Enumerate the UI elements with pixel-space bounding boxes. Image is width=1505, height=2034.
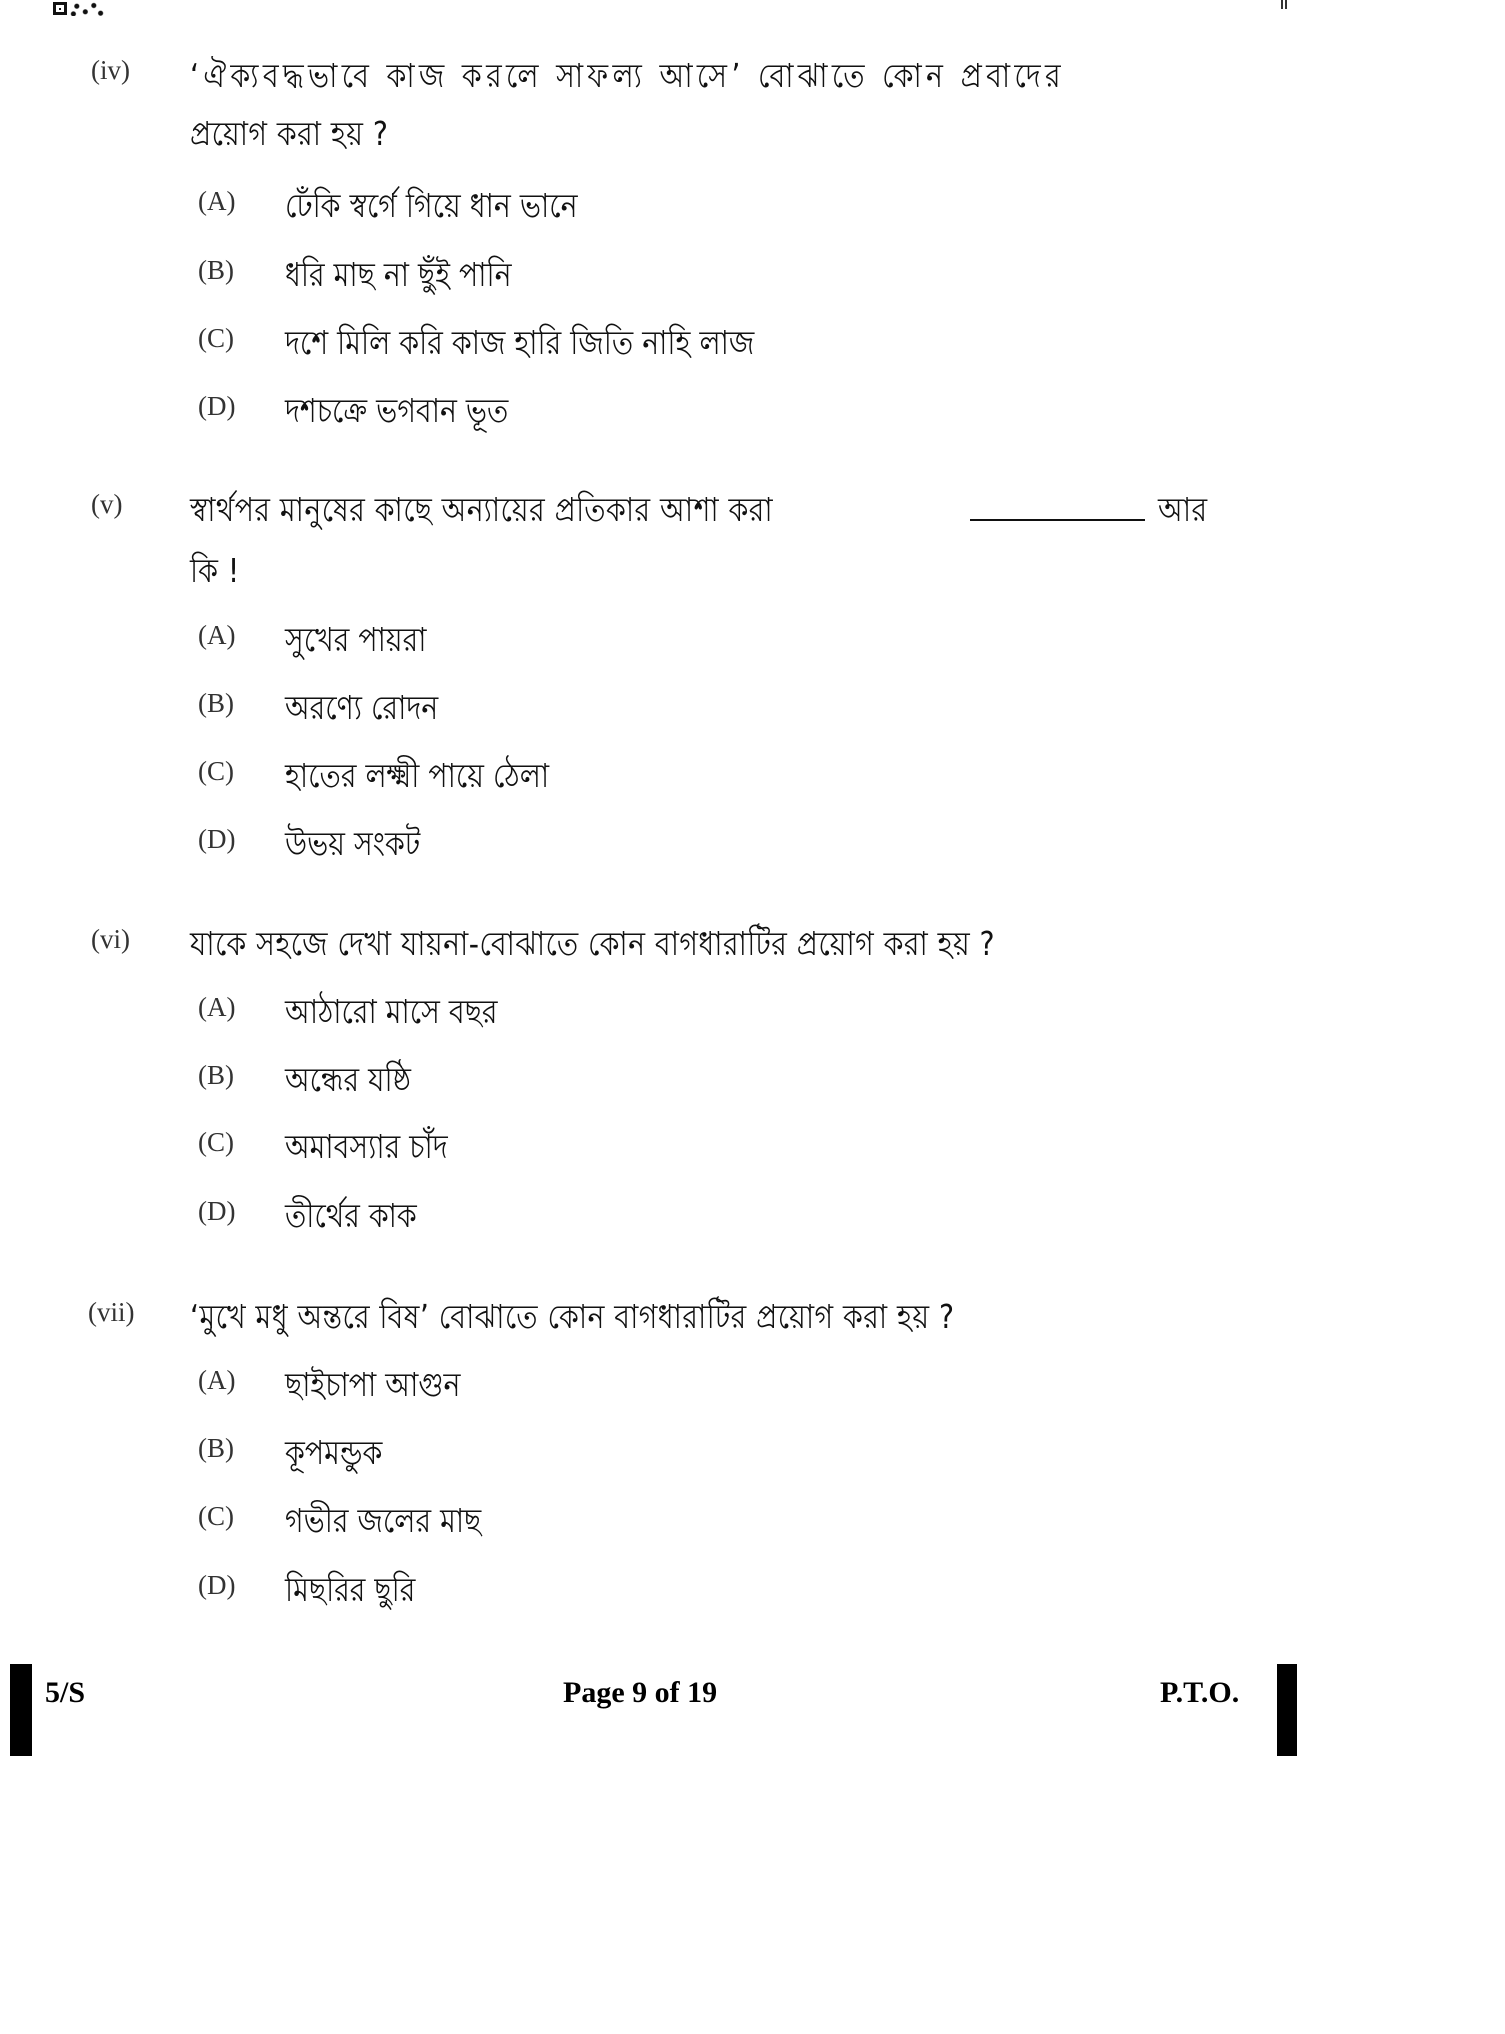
option-label: (C) [198, 1127, 234, 1157]
question-text-line-1 [190, 484, 773, 540]
question-text-line-2: কি ! [190, 551, 240, 590]
question-text-before-blank: স্বার্থপর মানুষের কাছে অন্যায়ের প্রতিকার আশা করা [190, 490, 774, 529]
please-turn-over: P.T.O. [1160, 1676, 1240, 1709]
option-label: (A) [198, 186, 236, 216]
qr-dots [70, 2, 104, 16]
question-text-line-2: প্রয়োগ করা হয় ? [190, 114, 389, 153]
option-label: (C) [198, 756, 234, 786]
option-text: সুখের পায়রা [285, 620, 427, 659]
question-number: (v) [91, 489, 123, 519]
option-label: (C) [198, 1501, 234, 1531]
option-text: ধরি মাছ না ছুঁই পানি [285, 255, 512, 294]
option-label: (D) [198, 1570, 236, 1600]
option-text: কূপমন্ডুক [285, 1433, 383, 1472]
option-label: (A) [198, 992, 236, 1022]
question-text-line-1: যাকে সহজে দেখা যায়না-বোঝাতে কোন বাগধারাটির প্রয়োগ করা হয় ? [190, 924, 996, 963]
question-text-line-1: ‘ঐক্যবদ্ধভাবে কাজ করলে সাফল্য আসে’ বোঝাতে কোন প্রবাদের [190, 56, 1065, 95]
question-number: (vii) [88, 1297, 135, 1327]
option-label: (B) [198, 688, 234, 718]
option-label: (D) [198, 824, 236, 854]
option-text: দশচক্রে ভগবান ভূত [285, 391, 509, 430]
option-label: (B) [198, 1060, 234, 1090]
option-text: ঢেঁকি স্বর্গে গিয়ে ধান ভানে [285, 186, 578, 225]
option-text: আঠারো মাসে বছর [285, 992, 498, 1031]
question-number: (iv) [91, 55, 130, 85]
option-label: (C) [198, 323, 234, 353]
qr-code-icon [53, 2, 105, 16]
question-text-line-1: ‘মুখে মধু অন্তরে বিষ’ বোঝাতে কোন বাগধারাটির প্রয়োগ করা হয় ? [190, 1297, 955, 1336]
paper-code: 5/S [45, 1676, 86, 1709]
option-text: ছাইচাপা আগুন [285, 1365, 461, 1404]
page-number: Page 9 of 19 [563, 1676, 718, 1709]
option-text: হাতের লক্ষ্মী পায়ে ঠেলা [285, 756, 550, 795]
option-label: (A) [198, 1365, 236, 1395]
option-label: (B) [198, 255, 234, 285]
option-text: দশে মিলি করি কাজ হারি জিতি নাহি লাজ [285, 323, 755, 362]
footer-left-bar [10, 1664, 32, 1756]
question-text-after-blank: আর [1158, 490, 1208, 529]
option-text: গভীর জলের মাছ [285, 1501, 482, 1540]
corner-mark-icon [1281, 0, 1287, 9]
qr-finder-square [53, 2, 67, 15]
option-label: (D) [198, 1196, 236, 1226]
option-label: (D) [198, 391, 236, 421]
option-label: (A) [198, 620, 236, 650]
option-text: উভয় সংকট [285, 824, 421, 863]
footer-right-bar [1277, 1664, 1297, 1756]
option-text: অরণ্যে রোদন [285, 688, 439, 727]
fill-in-blank [970, 519, 1145, 521]
option-text: অন্ধের যষ্ঠি [285, 1060, 412, 1099]
option-text: তীর্থের কাক [285, 1196, 417, 1235]
option-text: মিছরির ছুরি [285, 1570, 416, 1609]
option-text: অমাবস্যার চাঁদ [285, 1127, 448, 1166]
question-number: (vi) [91, 924, 130, 954]
option-label: (B) [198, 1433, 234, 1463]
